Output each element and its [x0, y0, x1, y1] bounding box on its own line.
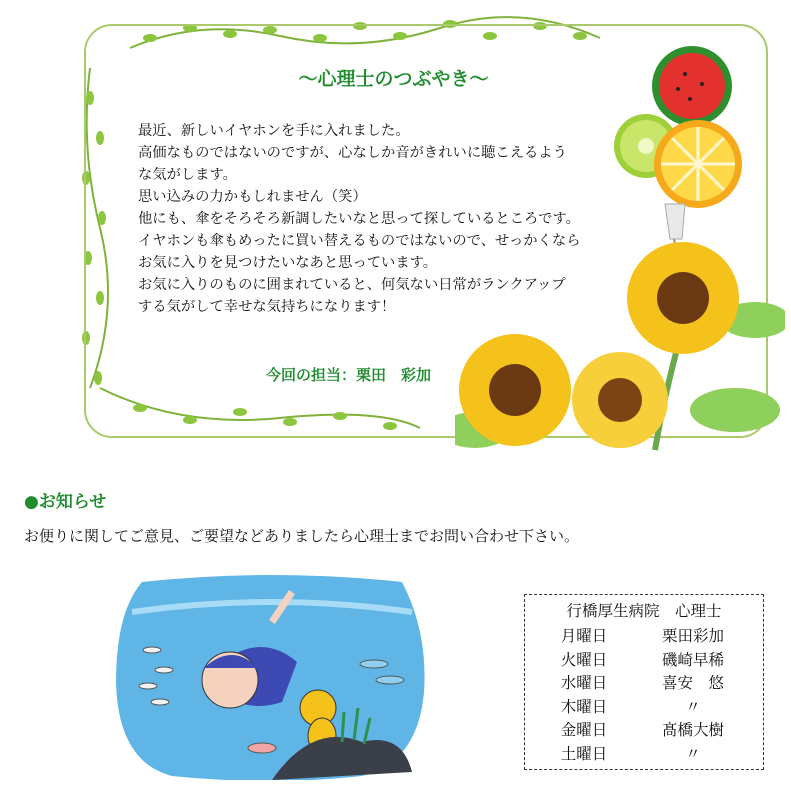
- column-line: な気がします。: [138, 167, 237, 183]
- column-line: 思い込みの力かもしれません（笑）: [138, 189, 367, 205]
- schedule-day: 月曜日: [560, 627, 608, 645]
- staff-schedule: [524, 594, 764, 770]
- schedule-row: [525, 719, 763, 743]
- column-line: お気に入りのものに囲まれていると、何気ない日常がランクアップ: [138, 277, 566, 293]
- notice-text: お便りに関してご意見、ご要望などありましたら心理士までお問い合わせ下さい。: [24, 527, 580, 545]
- schedule-day: 水曜日: [560, 674, 608, 692]
- schedule-name: 髙橋大樹: [661, 721, 724, 739]
- underwater-illustration: [112, 572, 430, 780]
- schedule-row: [525, 625, 763, 649]
- sunflower: [572, 352, 668, 448]
- schedule-day: 土曜日: [560, 744, 608, 763]
- schedule-name: 喜安 悠: [661, 674, 724, 692]
- schedule-row: [525, 696, 763, 720]
- schedule-name: 栗田彩加: [661, 627, 724, 645]
- column-title: ～心理士のつぶやき～: [298, 68, 489, 90]
- schedule-name: 磯崎早稀: [661, 650, 724, 669]
- schedule-day: 木曜日: [560, 697, 608, 716]
- notice-heading: ●お知らせ: [24, 492, 107, 512]
- schedule-name: 〃: [685, 744, 701, 763]
- column-line: 他にも、傘をそろそろ新調したいなと思って探しているところです。: [138, 211, 580, 227]
- staff-header: 行橋厚生病院 心理士: [566, 602, 722, 620]
- schedule-day: 火曜日: [560, 650, 608, 669]
- schedule-day: 金曜日: [560, 721, 608, 739]
- sunflower: [627, 242, 739, 354]
- schedule-row: [525, 743, 763, 767]
- sunflower: [459, 334, 571, 446]
- column-author: 今回の担当：栗田 彩加: [266, 366, 432, 384]
- schedule-row: [525, 672, 763, 696]
- umbrella-orange: [654, 120, 742, 208]
- column-line: お気に入りを見つけたいなあと思っています。: [138, 255, 438, 271]
- column-body: [138, 120, 618, 318]
- schedule-row: [525, 649, 763, 673]
- column-line: する気がして幸せな気持ちになります！: [138, 299, 396, 315]
- column-line: 最近、新しいイヤホンを手に入れました。: [138, 123, 410, 139]
- schedule-name: 〃: [685, 697, 701, 716]
- column-line: イヤホンも傘もめったに買い替えるものではないので、せっかくなら: [138, 233, 581, 249]
- column-line: 高価なものではないのですが、心なしか音がきれいに聴こえるよう: [138, 145, 567, 161]
